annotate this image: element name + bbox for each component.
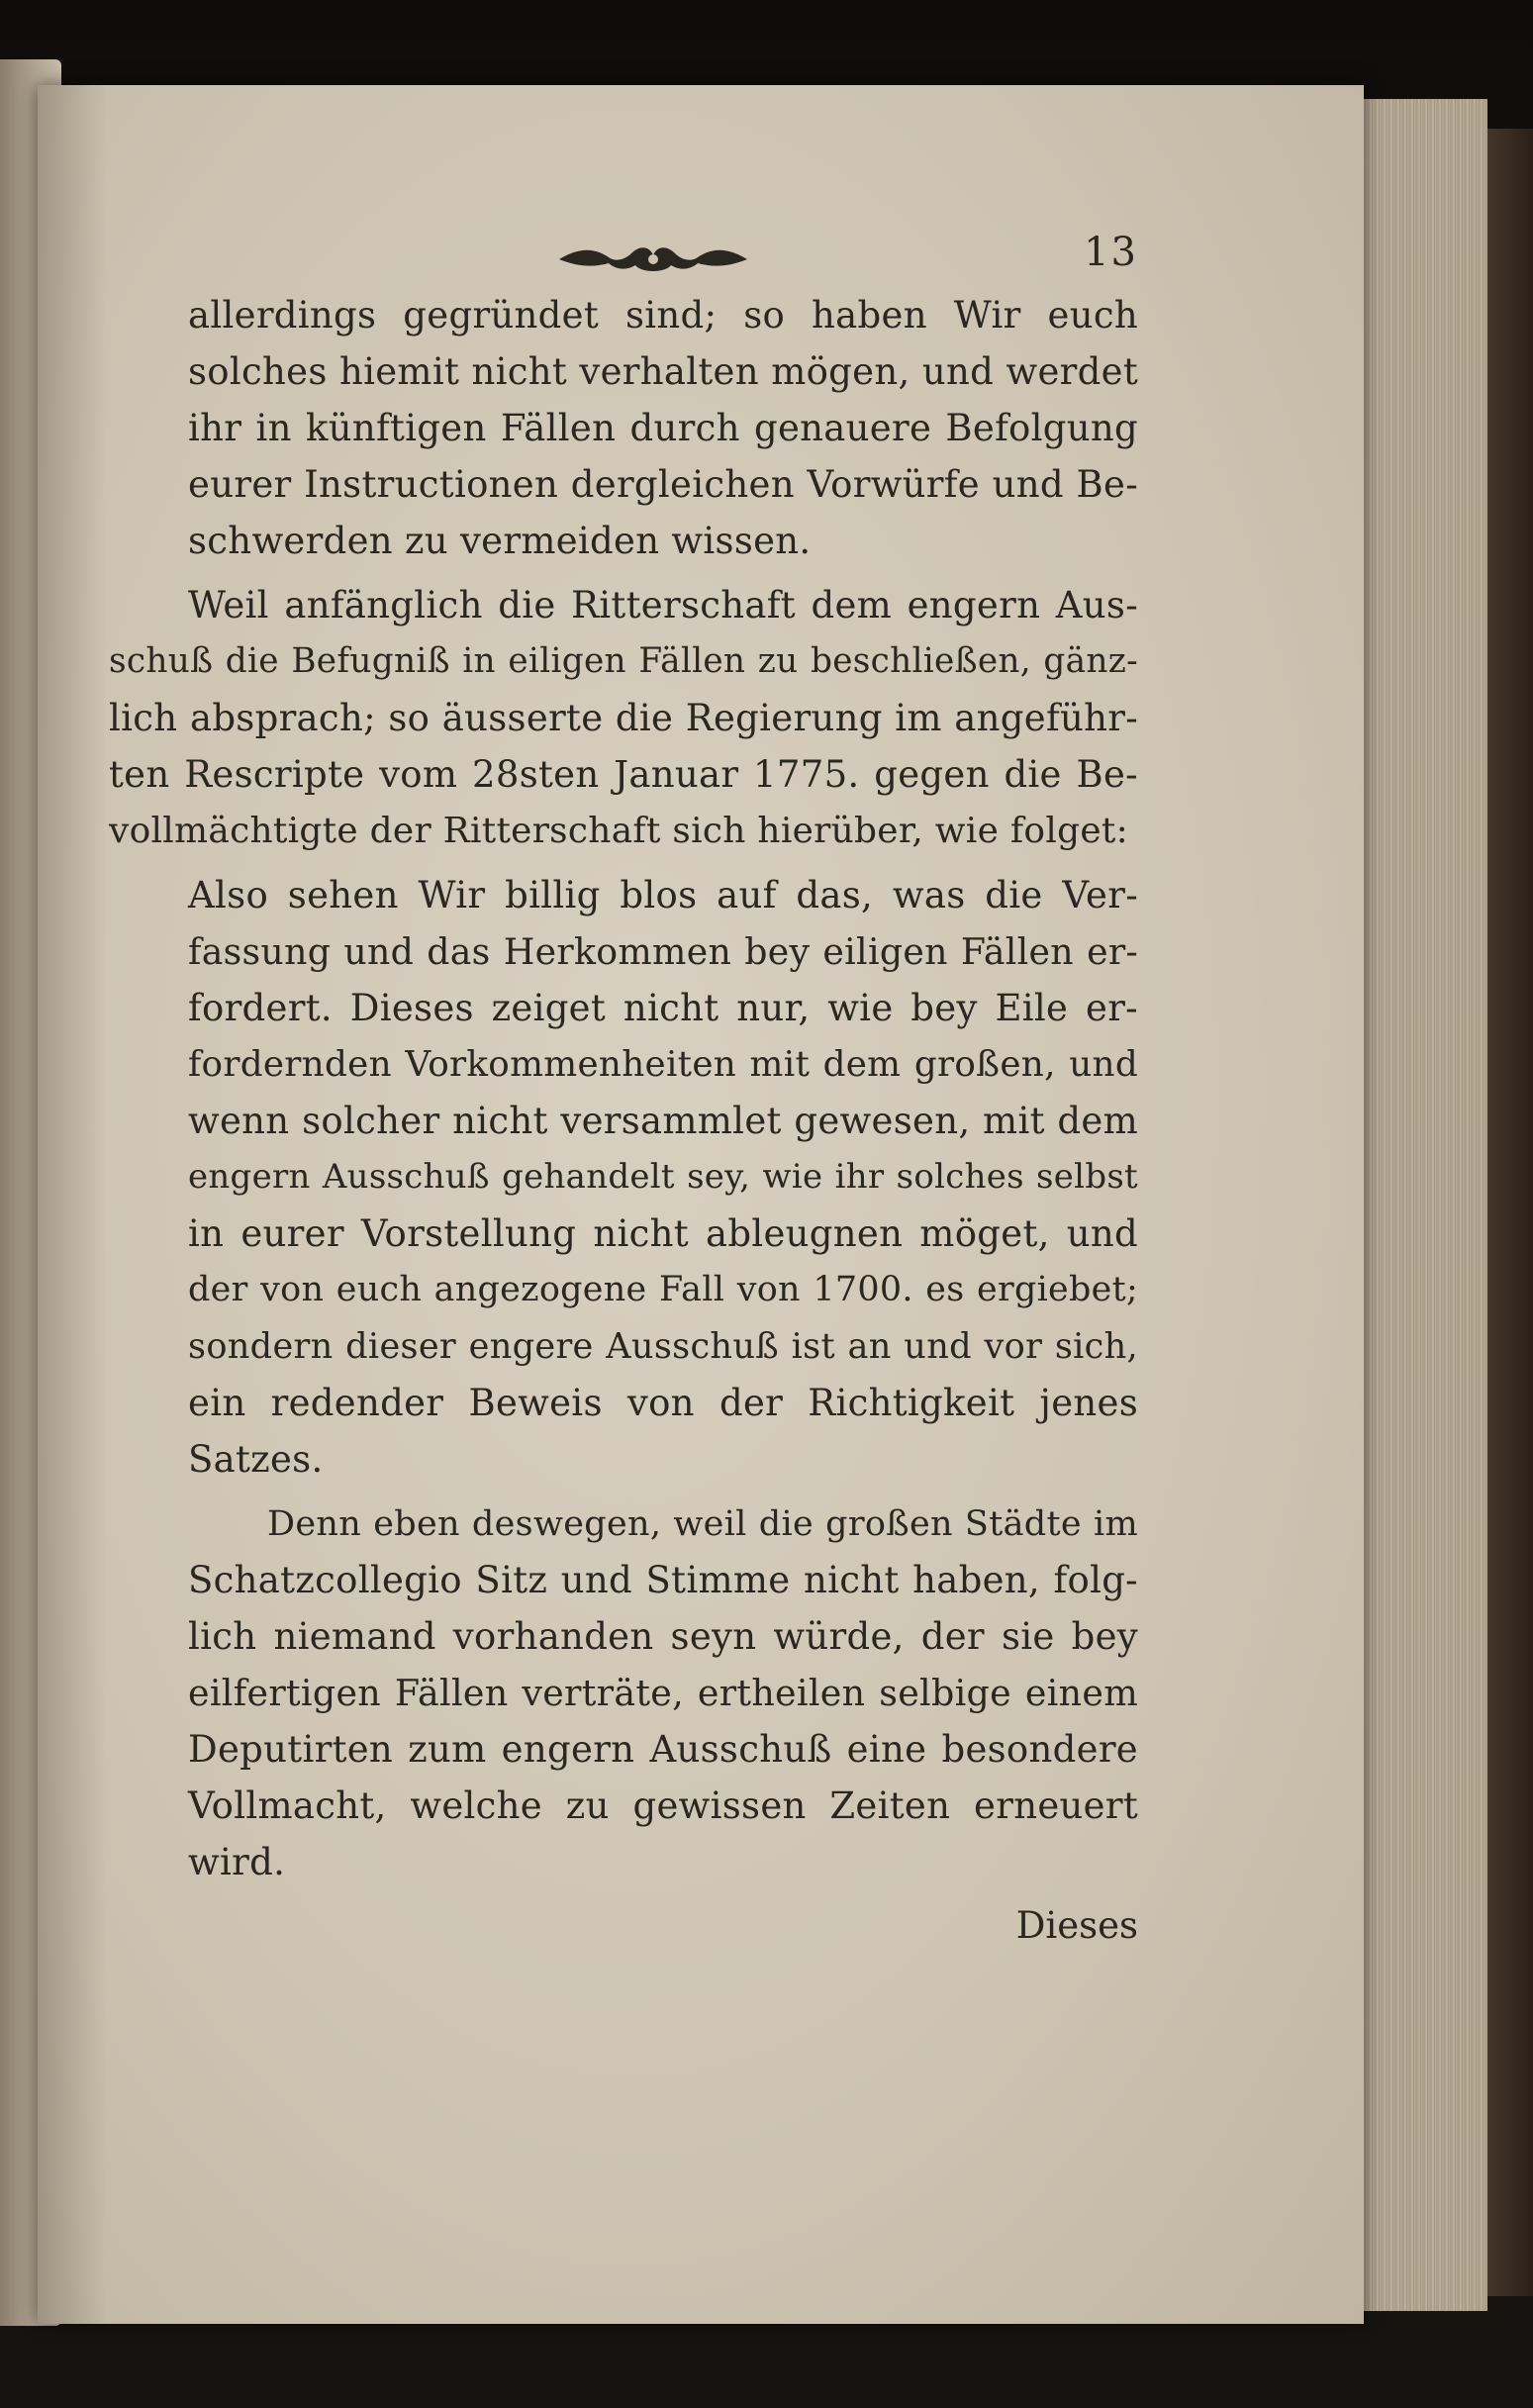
gutter-shadow	[38, 85, 107, 2324]
text-line: Weil anfänglich die Ritterschaft dem engern Aus-	[188, 584, 1138, 626]
text-line: Deputirten zum engern Ausschuß eine besondere	[188, 1728, 1138, 1771]
text-line: vollmächtigte der Ritterschaft sich hierüber, wie folget:	[109, 811, 1129, 851]
paragraph-weil	[109, 577, 1138, 859]
page-content	[109, 218, 1138, 1947]
text-line: eurer Instructionen dergleichen Vorwürfe und Be-	[188, 463, 1138, 506]
text-line: wenn solcher nicht versammlet gewesen, mit dem	[188, 1100, 1138, 1142]
paragraph-continuation	[188, 287, 1138, 569]
text-line: der von euch angezogene Fall von 1700. es ergiebet;	[188, 1270, 1138, 1309]
text-line: ein redender Beweis von der Richtigkeit jenes	[188, 1382, 1138, 1424]
text-line: sondern dieser engere Ausschuß ist an und vor sich,	[188, 1326, 1138, 1367]
text-line: Also sehen Wir billig blos auf das, was die Ver-	[188, 874, 1138, 916]
text-line: schwerden zu vermeiden wissen.	[188, 520, 812, 562]
text-line: lich absprach; so äusserte die Regierung im angeführ-	[109, 697, 1138, 739]
page-number: 13	[1084, 230, 1138, 275]
paragraph-denn	[188, 1495, 1138, 1890]
text-line: eilfertigen Fällen verträte, ertheilen selbige einem	[188, 1672, 1138, 1714]
text-line: Vollmacht, welche zu gewissen Zeiten erneuert	[188, 1784, 1138, 1827]
page-block-edges	[1356, 99, 1487, 2311]
text-line: wird.	[188, 1841, 286, 1883]
text-line: Schatzcollegio Sitz und Stimme nicht haben, folg-	[188, 1559, 1138, 1601]
text-line: ihr in künftigen Fällen durch genauere Befolgung	[188, 407, 1138, 449]
text-line: solches hiemit nicht verhalten mögen, und werdet	[188, 350, 1138, 393]
text-line: fordert. Dieses zeiget nicht nur, wie bey Eile er-	[188, 987, 1138, 1029]
text-line: Denn eben deswegen, weil die großen Städte im	[267, 1503, 1138, 1544]
text-line: engern Ausschuß gehandelt sey, wie ihr solches selbst	[188, 1157, 1138, 1197]
text-line: lich niemand vorhanden seyn würde, der sie bey	[188, 1615, 1138, 1658]
running-header	[188, 218, 1138, 287]
text-line: fassung und das Herkommen bey eiligen Fällen er-	[188, 930, 1138, 973]
quoted-rescript	[188, 867, 1138, 1488]
text-line: schuß die Befugniß in eiligen Fällen zu beschließen, gänz-	[109, 641, 1138, 681]
text-line: fordernden Vorkommenheiten mit dem großen, und	[188, 1044, 1138, 1085]
text-line: Satzes.	[188, 1438, 324, 1481]
fleuron-ornament-icon	[554, 238, 752, 277]
text-line: in eurer Vorstellung nicht ableugnen möget, und	[188, 1212, 1138, 1255]
text-line: allerdings gegründet sind; so haben Wir euch	[188, 294, 1138, 337]
text-line: ten Rescripte vom 28sten Januar 1775. gegen die Be-	[109, 753, 1138, 796]
catchword: Dieses	[1015, 1904, 1138, 1947]
